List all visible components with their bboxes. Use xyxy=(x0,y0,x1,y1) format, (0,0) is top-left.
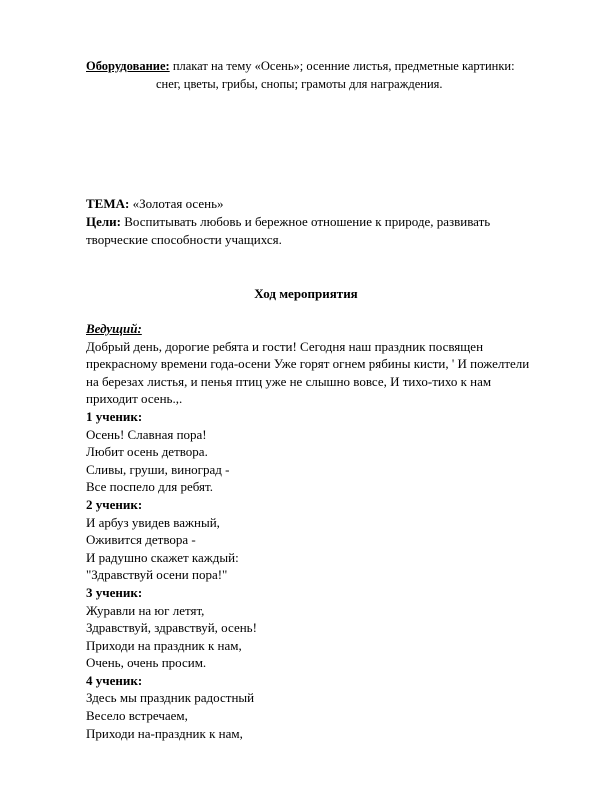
equipment-label: Оборудование: xyxy=(86,59,170,73)
verse-line: Сливы, груши, виноград - xyxy=(86,461,230,477)
verse-line: И арбуз увидев важный, xyxy=(86,514,220,530)
host-label: Ведущий: xyxy=(86,321,142,336)
student-label: 4 ученик: xyxy=(86,672,143,688)
verse-line: Все поспело для ребят. xyxy=(86,479,213,495)
host-line: прекрасному времени года-осени Уже горят огнем рябины кисти, ' И пожелтели xyxy=(86,356,530,372)
host-line: приходит осень.,. xyxy=(86,391,183,407)
student-label: 1 ученик: xyxy=(86,408,143,424)
verse-line: "Здравствуй осени пора!" xyxy=(86,567,228,583)
verse-line: Приходи на-праздник к нам, xyxy=(86,725,243,741)
verse-line: Оживится детвора - xyxy=(86,532,196,548)
theme-line xyxy=(86,196,224,212)
theme-value: «Золотая осень» xyxy=(129,196,224,211)
verse-line: Очень, очень просим. xyxy=(86,655,207,671)
host-line: на березах листья, и пенья птиц уже не слышно вовсе, И тихо-тихо к нам xyxy=(86,373,492,389)
equipment-line-2: снег, цветы, грибы, снопы; грамоты для награждения. xyxy=(156,77,443,91)
verse-line: Весело встречаем, xyxy=(86,708,188,724)
goals-label: Цели: xyxy=(86,214,121,229)
verse-line: Любит осень детвора. xyxy=(86,444,208,460)
host-line: Добрый день, дорогие ребята и гости! Сегодня наш праздник посвящен xyxy=(86,338,484,354)
script-body xyxy=(86,320,556,742)
verse-line: И радушно скажет каждый: xyxy=(86,549,239,565)
verse-line: Журавли на юг летят, xyxy=(86,602,205,618)
verse-line: Осень! Славная пора! xyxy=(86,426,207,442)
goals-line-2: творческие способности учащихся. xyxy=(86,232,282,247)
verse-line: Здравствуй, здравствуй, осень! xyxy=(86,620,257,636)
equipment-text-1: плакат на тему «Осень»; осенние листья, предметные картинки: xyxy=(169,59,515,73)
student-label: 3 ученик: xyxy=(86,584,143,600)
theme-label: ТЕМА: xyxy=(86,196,130,211)
verse-line: Приходи на праздник к нам, xyxy=(86,637,242,653)
student-label: 2 ученик: xyxy=(86,496,143,512)
goals-line-1 xyxy=(86,214,490,230)
goals-text-1: Воспитывать любовь и бережное отношение к природе, развивать xyxy=(121,214,491,229)
equipment-line-1 xyxy=(86,59,515,74)
event-title: Ход мероприятия xyxy=(254,286,358,301)
verse-line: Здесь мы праздник радостный xyxy=(86,690,255,706)
